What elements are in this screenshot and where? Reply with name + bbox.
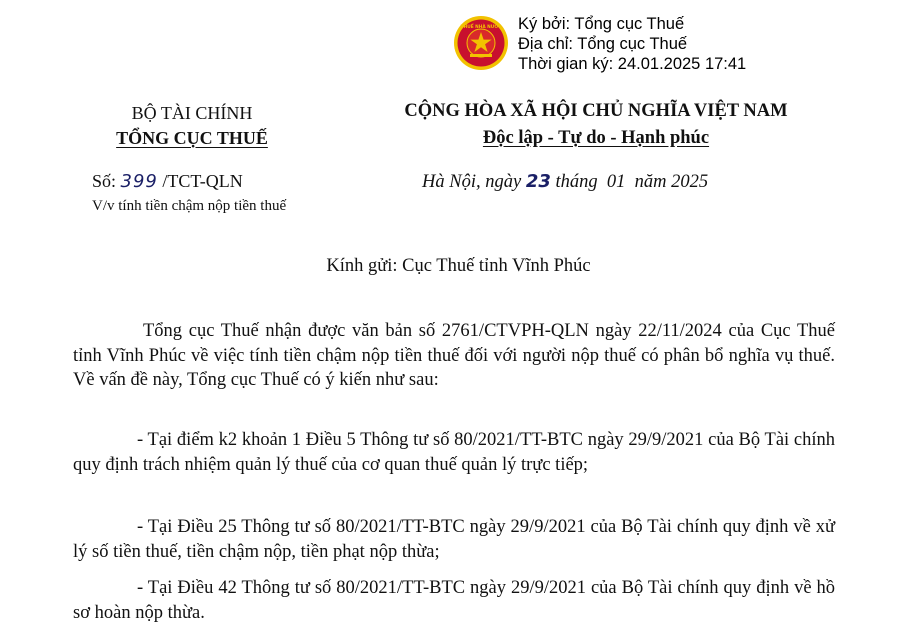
agency-name: TỔNG CỤC THUẾ [116,128,268,148]
seal-text: THUẾ NHÀ NƯỚC [460,25,502,30]
number-prefix: Số: [92,171,117,191]
date-prefix: Hà Nội, ngày [422,172,522,192]
ministry-name: BỘ TÀI CHÍNH [131,103,253,123]
issuer-header [92,101,292,151]
digital-signature-block [518,14,746,74]
document-number [92,171,243,192]
document-subject: V/v tính tiền chậm nộp tiền thuế [92,198,287,214]
national-title: CỘNG HÒA XÃ HỘI CHỦ NGHĨA VIỆT NAM [404,101,788,121]
date-day-handwritten: 23 [525,171,551,192]
national-motto: Độc lập - Tự do - Hạnh phúc [482,128,710,148]
body-paragraph: - Tại điểm k2 khoản 1 Điều 5 Thông tư số 80/2021/TT-BTC ngày 29/9/2021 của Bộ Tài chính quy định trách nhiệm quản lý thuế của cơ quan thuế quản lý trực tiếp; [73,430,835,475]
recipient-line: Kính gửi: Cục Thuế tỉnh Vĩnh Phúc [326,256,591,276]
signer-address: Địa chỉ: Tổng cục Thuế [518,35,688,53]
state-emblem-seal-icon [453,15,509,71]
body-paragraph: Tổng cục Thuế nhận được văn bản số 2761/CTVPH-QLN ngày 22/11/2024 của Cục Thuế tỉnh Vĩnh Phúc về việc tính tiền chậm nộp tiền thuế đối với người nộp thuế có phân bổ nghĩa vụ thuế. Về vấn đề này, Tổng cục Thuế có ý kiến như sau: [73,321,835,390]
signer-label: Ký bởi: Tổng cục Thuế [518,15,685,33]
number-handwritten: 399 [120,171,158,192]
number-suffix: /TCT-QLN [162,171,243,191]
issue-date [422,171,708,193]
date-month-year: tháng 01 năm 2025 [555,172,709,192]
signing-time: Thời gian ký: 24.01.2025 17:41 [518,55,747,73]
body-paragraph: - Tại Điều 25 Thông tư số 80/2021/TT-BTC ngày 29/9/2021 của Bộ Tài chính quy định về xử lý số tiền thuế, tiền chậm nộp, tiền phạt nộp thừa; [73,517,835,562]
body-paragraph: - Tại Điều 42 Thông tư số 80/2021/TT-BTC ngày 29/9/2021 của Bộ Tài chính quy định về hồ sơ hoàn nộp thừa. [73,578,835,623]
national-header [366,98,826,152]
